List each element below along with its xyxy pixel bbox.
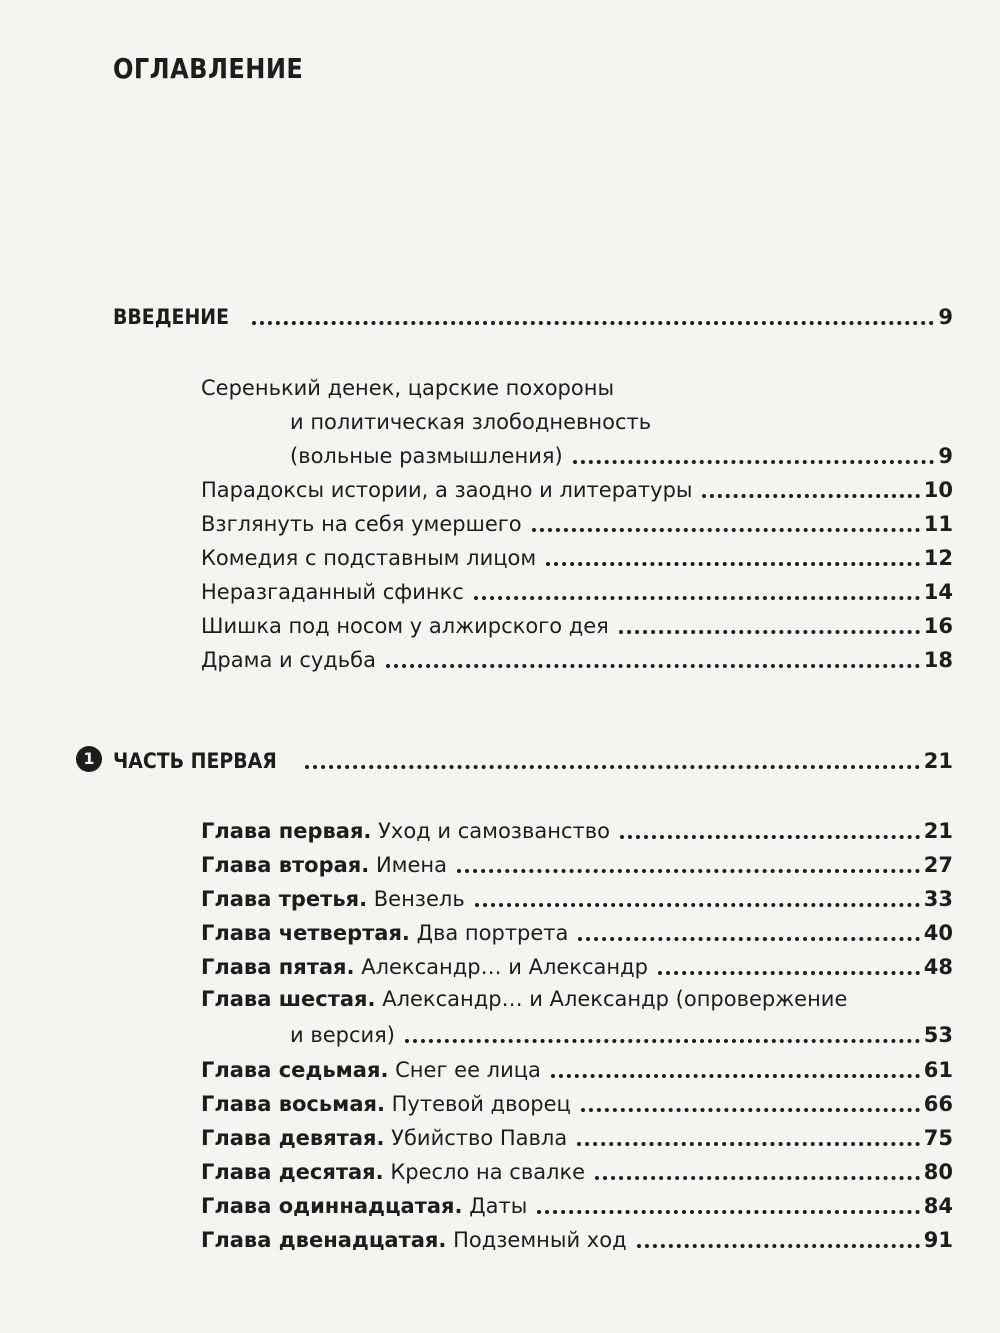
chapter-label: Глава одиннадцатая. <box>201 1194 463 1218</box>
toc-chapter[interactable] <box>201 1117 953 1151</box>
toc-chapter[interactable] <box>201 912 953 946</box>
chapter-title: Убийство Павла <box>391 1126 568 1150</box>
intro-entry-title: Комедия с подставным лицом <box>201 546 537 570</box>
page-number: 11 <box>923 512 953 536</box>
toc-intro-entry[interactable] <box>201 537 953 571</box>
toc-intro-entry[interactable] <box>201 571 953 605</box>
chapter-title: Даты <box>469 1194 528 1218</box>
page-number: 61 <box>923 1058 953 1082</box>
intro-entry-title: Неразгаданный сфинкс <box>201 580 464 604</box>
leader-dots <box>637 1244 920 1248</box>
leader-dots <box>551 1074 920 1078</box>
toc-chapter[interactable] <box>201 1083 953 1117</box>
page-number: 18 <box>923 648 953 672</box>
page-number: 21 <box>923 819 953 843</box>
chapter-label: Глава седьмая. <box>201 1058 389 1082</box>
toc-intro-entry[interactable] <box>201 605 953 639</box>
leader-dots <box>577 1142 920 1146</box>
toc-intro-entry[interactable] <box>201 639 953 673</box>
page-number: 66 <box>923 1092 953 1116</box>
toc-chapter[interactable] <box>290 1014 953 1048</box>
leader-dots <box>457 869 920 873</box>
chapter-label: Глава четвертая. <box>201 921 410 945</box>
leader-dots <box>581 1108 920 1112</box>
leader-dots <box>620 835 920 839</box>
toc-chapter[interactable] <box>201 1049 953 1083</box>
toc-intro-entry[interactable] <box>201 503 953 537</box>
chapter-title: Александр… и Александр <box>361 955 648 979</box>
toc-intro-entry[interactable] <box>201 469 953 503</box>
page-number: 40 <box>923 921 953 945</box>
page-number: 27 <box>923 853 953 877</box>
page-number: 9 <box>938 305 953 329</box>
intro-entry-line: (вольные размышления) <box>290 444 563 468</box>
intro-entry-line: и политическая злободневность <box>290 410 652 434</box>
part-number-badge: 1 <box>76 746 102 772</box>
chapter-title: Вензель <box>373 887 465 911</box>
chapter-label: Глава двенадцатая. <box>201 1228 447 1252</box>
chapter-label: Глава восьмая. <box>201 1092 385 1116</box>
page-number: 91 <box>923 1228 953 1252</box>
leader-dots <box>405 1039 920 1043</box>
leader-dots <box>573 460 935 464</box>
page-number: 21 <box>923 749 953 773</box>
chapter-title: Путевой дворец <box>391 1092 571 1116</box>
toc-chapter[interactable] <box>201 1151 953 1185</box>
chapter-label: Глава десятая. <box>201 1160 384 1184</box>
intro-entry-title: Взглянуть на себя умершего <box>201 512 522 536</box>
toc-part-one[interactable] <box>113 740 953 774</box>
page-number: 14 <box>923 580 953 604</box>
chapter-title: Снег ее лица <box>395 1058 541 1082</box>
chapter-label: Глава пятая. <box>201 955 355 979</box>
page-number: 10 <box>923 478 953 502</box>
leader-dots <box>658 971 920 975</box>
leader-dots <box>475 903 920 907</box>
chapter-title: Подземный ход <box>453 1228 627 1252</box>
leader-dots <box>252 321 934 325</box>
leader-dots <box>537 1210 919 1214</box>
chapter-title-cont: и версия) <box>290 1023 395 1047</box>
leader-dots <box>546 562 920 566</box>
toc-chapter[interactable] <box>201 844 953 878</box>
chapter-title: Уход и самозванство <box>378 819 610 843</box>
leader-dots <box>474 596 920 600</box>
page-number: 48 <box>923 955 953 979</box>
intro-entry-line: Серенький денек, царские похороны <box>201 376 615 400</box>
page-number: 16 <box>923 614 953 638</box>
leader-dots <box>578 937 919 941</box>
page-number: 84 <box>923 1194 953 1218</box>
chapter-title: Кресло на свалке <box>390 1160 586 1184</box>
part-label: ЧАСТЬ ПЕРВАЯ <box>113 749 277 773</box>
page-title: ОГЛАВЛЕНИЕ <box>113 52 304 85</box>
page-number: 12 <box>923 546 953 570</box>
toc-introduction[interactable] <box>113 296 953 330</box>
toc-chapter[interactable] <box>201 1185 953 1219</box>
chapter-label: Глава девятая. <box>201 1126 385 1150</box>
leader-dots <box>386 664 920 668</box>
introduction-label: ВВЕДЕНИЕ <box>113 305 230 329</box>
toc-chapter-first-line[interactable] <box>201 986 847 1012</box>
toc-chapter[interactable] <box>201 810 953 844</box>
leader-dots <box>702 494 919 498</box>
page-number: 75 <box>923 1126 953 1150</box>
leader-dots <box>619 630 920 634</box>
toc-intro-entry[interactable] <box>290 435 953 469</box>
toc-chapter[interactable] <box>201 1219 953 1253</box>
intro-entry-title: Драма и судьба <box>201 648 377 672</box>
leader-dots <box>532 528 920 532</box>
leader-dots <box>595 1176 920 1180</box>
chapter-title: Александр… и Александр (опровержение <box>382 987 848 1011</box>
intro-entry-title: Парадоксы истории, а заодно и литературы <box>201 478 693 502</box>
page-number: 80 <box>923 1160 953 1184</box>
page-number: 9 <box>938 444 953 468</box>
chapter-label: Глава первая. <box>201 819 372 843</box>
page-number: 53 <box>923 1023 953 1047</box>
toc-chapter[interactable] <box>201 878 953 912</box>
intro-entry-title: Шишка под носом у алжирского дея <box>201 614 609 638</box>
chapter-title: Два портрета <box>416 921 569 945</box>
chapter-label: Глава третья. <box>201 887 368 911</box>
chapter-title: Имена <box>375 853 448 877</box>
toc-chapter[interactable] <box>201 946 953 980</box>
chapter-label: Глава шестая. <box>201 987 376 1011</box>
page-number: 33 <box>923 887 953 911</box>
chapter-label: Глава вторая. <box>201 853 370 877</box>
leader-dots <box>305 765 920 769</box>
